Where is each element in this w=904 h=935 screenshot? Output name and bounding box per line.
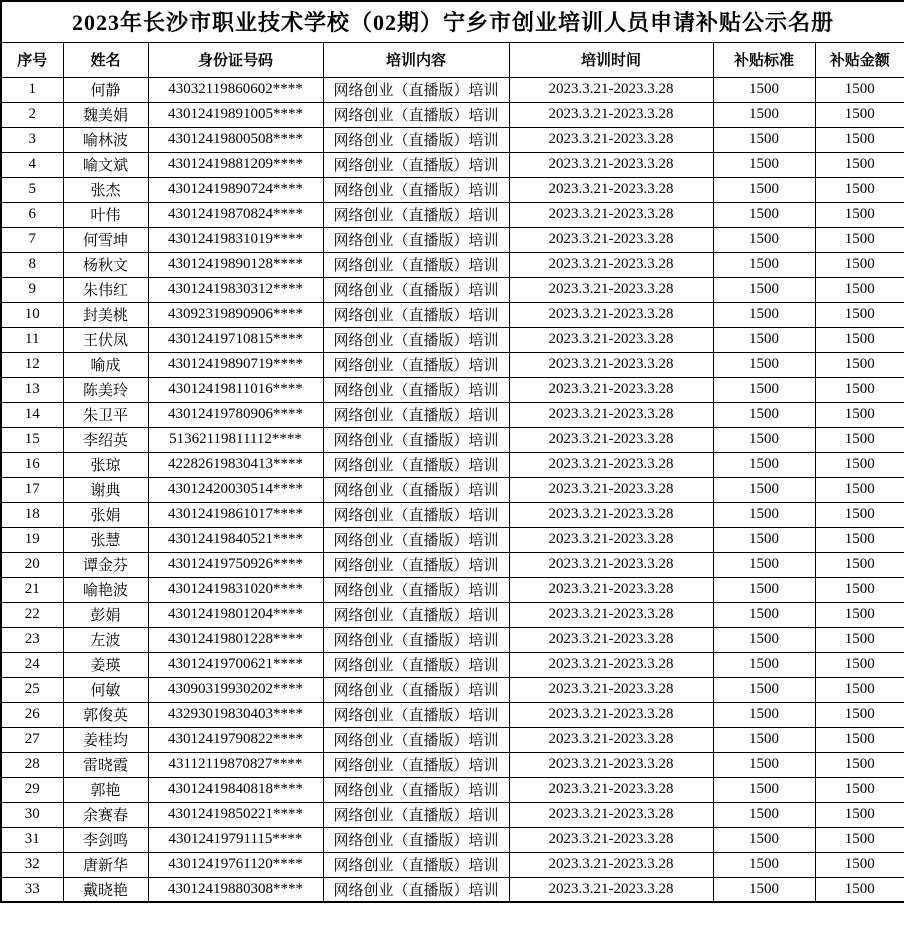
cell-training-time: 2023.3.21-2023.3.28 — [509, 427, 713, 452]
cell-training-content: 网络创业（直播版）培训 — [323, 727, 509, 752]
cell-subsidy-standard: 1500 — [713, 252, 815, 277]
cell-index: 6 — [1, 202, 63, 227]
cell-subsidy-amount: 1500 — [815, 177, 904, 202]
cell-subsidy-standard: 1500 — [713, 652, 815, 677]
cell-subsidy-amount: 1500 — [815, 327, 904, 352]
cell-name: 谢典 — [63, 477, 148, 502]
cell-name: 朱伟红 — [63, 277, 148, 302]
cell-training-time: 2023.3.21-2023.3.28 — [509, 177, 713, 202]
cell-subsidy-standard: 1500 — [713, 152, 815, 177]
cell-training-time: 2023.3.21-2023.3.28 — [509, 152, 713, 177]
table-row — [1, 552, 904, 577]
cell-id-number: 43012419891005**** — [148, 102, 323, 127]
cell-training-time: 2023.3.21-2023.3.28 — [509, 577, 713, 602]
cell-name: 张琼 — [63, 452, 148, 477]
cell-training-time: 2023.3.21-2023.3.28 — [509, 252, 713, 277]
cell-subsidy-standard: 1500 — [713, 377, 815, 402]
cell-name: 谭金芬 — [63, 552, 148, 577]
cell-id-number: 43012419831020**** — [148, 577, 323, 602]
cell-id-number: 43012419761120**** — [148, 852, 323, 877]
table-row — [1, 427, 904, 452]
cell-subsidy-amount: 1500 — [815, 77, 904, 102]
cell-subsidy-standard: 1500 — [713, 427, 815, 452]
cell-training-time: 2023.3.21-2023.3.28 — [509, 752, 713, 777]
cell-training-content: 网络创业（直播版）培训 — [323, 477, 509, 502]
cell-subsidy-standard: 1500 — [713, 177, 815, 202]
table-row — [1, 727, 904, 752]
cell-index: 21 — [1, 577, 63, 602]
cell-name: 叶伟 — [63, 202, 148, 227]
cell-subsidy-amount: 1500 — [815, 802, 904, 827]
cell-index: 28 — [1, 752, 63, 777]
cell-subsidy-standard: 1500 — [713, 852, 815, 877]
cell-id-number: 43012419881209**** — [148, 152, 323, 177]
cell-training-time: 2023.3.21-2023.3.28 — [509, 102, 713, 127]
cell-index: 9 — [1, 277, 63, 302]
cell-id-number: 43012419801228**** — [148, 627, 323, 652]
cell-id-number: 43012420030514**** — [148, 477, 323, 502]
cell-id-number: 43012419831019**** — [148, 227, 323, 252]
cell-index: 19 — [1, 527, 63, 552]
cell-index: 29 — [1, 777, 63, 802]
cell-subsidy-amount: 1500 — [815, 552, 904, 577]
cell-index: 14 — [1, 402, 63, 427]
table-row — [1, 477, 904, 502]
cell-id-number: 43012419791115**** — [148, 827, 323, 852]
cell-training-time: 2023.3.21-2023.3.28 — [509, 827, 713, 852]
cell-name: 郭艳 — [63, 777, 148, 802]
cell-id-number: 43012419890128**** — [148, 252, 323, 277]
column-header-name: 姓名 — [63, 42, 148, 77]
cell-id-number: 43112119870827**** — [148, 752, 323, 777]
cell-subsidy-amount: 1500 — [815, 202, 904, 227]
cell-training-time: 2023.3.21-2023.3.28 — [509, 277, 713, 302]
cell-training-content: 网络创业（直播版）培训 — [323, 702, 509, 727]
cell-index: 30 — [1, 802, 63, 827]
cell-training-content: 网络创业（直播版）培训 — [323, 252, 509, 277]
cell-subsidy-standard: 1500 — [713, 752, 815, 777]
cell-training-content: 网络创业（直播版）培训 — [323, 652, 509, 677]
table-row — [1, 227, 904, 252]
cell-name: 喻艳波 — [63, 577, 148, 602]
cell-subsidy-standard: 1500 — [713, 627, 815, 652]
table-row — [1, 802, 904, 827]
cell-subsidy-amount: 1500 — [815, 702, 904, 727]
cell-subsidy-standard: 1500 — [713, 577, 815, 602]
table-row — [1, 777, 904, 802]
cell-id-number: 43012419811016**** — [148, 377, 323, 402]
cell-training-content: 网络创业（直播版）培训 — [323, 277, 509, 302]
table-row — [1, 177, 904, 202]
cell-training-content: 网络创业（直播版）培训 — [323, 177, 509, 202]
cell-training-content: 网络创业（直播版）培训 — [323, 677, 509, 702]
cell-id-number: 43012419790822**** — [148, 727, 323, 752]
cell-index: 27 — [1, 727, 63, 752]
cell-training-time: 2023.3.21-2023.3.28 — [509, 202, 713, 227]
cell-subsidy-amount: 1500 — [815, 727, 904, 752]
cell-name: 彭娟 — [63, 602, 148, 627]
cell-index: 17 — [1, 477, 63, 502]
cell-subsidy-standard: 1500 — [713, 802, 815, 827]
cell-id-number: 43012419801204**** — [148, 602, 323, 627]
cell-training-time: 2023.3.21-2023.3.28 — [509, 727, 713, 752]
cell-subsidy-amount: 1500 — [815, 777, 904, 802]
cell-name: 姜桂均 — [63, 727, 148, 752]
cell-id-number: 43012419840521**** — [148, 527, 323, 552]
cell-training-content: 网络创业（直播版）培训 — [323, 802, 509, 827]
cell-index: 10 — [1, 302, 63, 327]
cell-subsidy-amount: 1500 — [815, 652, 904, 677]
cell-training-content: 网络创业（直播版）培训 — [323, 877, 509, 902]
column-header-id-number: 身份证号码 — [148, 42, 323, 77]
cell-index: 24 — [1, 652, 63, 677]
cell-subsidy-standard: 1500 — [713, 277, 815, 302]
title-row — [1, 1, 904, 42]
cell-subsidy-amount: 1500 — [815, 152, 904, 177]
cell-id-number: 43090319930202**** — [148, 677, 323, 702]
cell-training-time: 2023.3.21-2023.3.28 — [509, 652, 713, 677]
cell-id-number: 43012419880308**** — [148, 877, 323, 902]
cell-training-content: 网络创业（直播版）培训 — [323, 102, 509, 127]
cell-subsidy-amount: 1500 — [815, 127, 904, 152]
cell-id-number: 43012419780906**** — [148, 402, 323, 427]
table-row — [1, 502, 904, 527]
cell-subsidy-amount: 1500 — [815, 577, 904, 602]
cell-subsidy-standard: 1500 — [713, 602, 815, 627]
cell-index: 20 — [1, 552, 63, 577]
cell-training-content: 网络创业（直播版）培训 — [323, 527, 509, 552]
cell-training-content: 网络创业（直播版）培训 — [323, 452, 509, 477]
cell-training-time: 2023.3.21-2023.3.28 — [509, 602, 713, 627]
cell-index: 2 — [1, 102, 63, 127]
cell-id-number: 43293019830403**** — [148, 702, 323, 727]
cell-index: 1 — [1, 77, 63, 102]
cell-name: 姜瑛 — [63, 652, 148, 677]
cell-training-content: 网络创业（直播版）培训 — [323, 427, 509, 452]
table-row — [1, 752, 904, 777]
table-header-row — [1, 42, 904, 77]
cell-name: 何静 — [63, 77, 148, 102]
cell-training-content: 网络创业（直播版）培训 — [323, 327, 509, 352]
column-header-training-content: 培训内容 — [323, 42, 509, 77]
cell-index: 4 — [1, 152, 63, 177]
cell-name: 喻文斌 — [63, 152, 148, 177]
cell-name: 王伏凤 — [63, 327, 148, 352]
cell-name: 戴晓艳 — [63, 877, 148, 902]
cell-training-time: 2023.3.21-2023.3.28 — [509, 777, 713, 802]
table-row — [1, 827, 904, 852]
cell-subsidy-standard: 1500 — [713, 677, 815, 702]
cell-subsidy-amount: 1500 — [815, 877, 904, 902]
cell-training-content: 网络创业（直播版）培训 — [323, 752, 509, 777]
cell-training-time: 2023.3.21-2023.3.28 — [509, 802, 713, 827]
table-row — [1, 877, 904, 902]
cell-index: 18 — [1, 502, 63, 527]
cell-name: 封美桃 — [63, 302, 148, 327]
cell-subsidy-amount: 1500 — [815, 277, 904, 302]
cell-name: 喻林波 — [63, 127, 148, 152]
cell-index: 15 — [1, 427, 63, 452]
table-row — [1, 152, 904, 177]
cell-id-number: 43012419710815**** — [148, 327, 323, 352]
cell-index: 32 — [1, 852, 63, 877]
cell-index: 26 — [1, 702, 63, 727]
cell-id-number: 43012419840818**** — [148, 777, 323, 802]
cell-name: 李剑鸣 — [63, 827, 148, 852]
cell-training-content: 网络创业（直播版）培训 — [323, 352, 509, 377]
cell-id-number: 43012419750926**** — [148, 552, 323, 577]
cell-training-time: 2023.3.21-2023.3.28 — [509, 227, 713, 252]
cell-name: 张杰 — [63, 177, 148, 202]
table-row — [1, 627, 904, 652]
cell-index: 12 — [1, 352, 63, 377]
cell-subsidy-amount: 1500 — [815, 352, 904, 377]
cell-training-content: 网络创业（直播版）培训 — [323, 577, 509, 602]
cell-subsidy-amount: 1500 — [815, 227, 904, 252]
cell-name: 陈美玲 — [63, 377, 148, 402]
cell-training-time: 2023.3.21-2023.3.28 — [509, 402, 713, 427]
cell-training-content: 网络创业（直播版）培训 — [323, 227, 509, 252]
cell-training-time: 2023.3.21-2023.3.28 — [509, 852, 713, 877]
cell-subsidy-standard: 1500 — [713, 327, 815, 352]
cell-name: 杨秋文 — [63, 252, 148, 277]
table-row — [1, 377, 904, 402]
cell-training-time: 2023.3.21-2023.3.28 — [509, 127, 713, 152]
cell-name: 郭俊英 — [63, 702, 148, 727]
cell-name: 何敏 — [63, 677, 148, 702]
cell-training-time: 2023.3.21-2023.3.28 — [509, 702, 713, 727]
cell-index: 3 — [1, 127, 63, 152]
cell-name: 张慧 — [63, 527, 148, 552]
cell-subsidy-amount: 1500 — [815, 752, 904, 777]
cell-training-time: 2023.3.21-2023.3.28 — [509, 877, 713, 902]
cell-subsidy-standard: 1500 — [713, 77, 815, 102]
cell-index: 16 — [1, 452, 63, 477]
cell-subsidy-amount: 1500 — [815, 527, 904, 552]
cell-name: 李绍英 — [63, 427, 148, 452]
cell-training-time: 2023.3.21-2023.3.28 — [509, 677, 713, 702]
cell-name: 何雪坤 — [63, 227, 148, 252]
cell-subsidy-amount: 1500 — [815, 477, 904, 502]
cell-training-content: 网络创业（直播版）培训 — [323, 552, 509, 577]
cell-subsidy-amount: 1500 — [815, 502, 904, 527]
cell-index: 8 — [1, 252, 63, 277]
cell-training-time: 2023.3.21-2023.3.28 — [509, 527, 713, 552]
cell-training-content: 网络创业（直播版）培训 — [323, 777, 509, 802]
cell-id-number: 43032119860602**** — [148, 77, 323, 102]
cell-name: 余赛春 — [63, 802, 148, 827]
cell-index: 22 — [1, 602, 63, 627]
cell-subsidy-standard: 1500 — [713, 302, 815, 327]
cell-id-number: 43092319890906**** — [148, 302, 323, 327]
cell-training-time: 2023.3.21-2023.3.28 — [509, 477, 713, 502]
cell-training-time: 2023.3.21-2023.3.28 — [509, 452, 713, 477]
column-header-subsidy-amount: 补贴金额 — [815, 42, 904, 77]
cell-subsidy-standard: 1500 — [713, 452, 815, 477]
cell-subsidy-standard: 1500 — [713, 227, 815, 252]
cell-id-number: 43012419800508**** — [148, 127, 323, 152]
cell-name: 雷晓霞 — [63, 752, 148, 777]
cell-index: 11 — [1, 327, 63, 352]
table-row — [1, 577, 904, 602]
cell-training-time: 2023.3.21-2023.3.28 — [509, 352, 713, 377]
cell-id-number: 43012419890719**** — [148, 352, 323, 377]
cell-subsidy-standard: 1500 — [713, 477, 815, 502]
cell-name: 唐新华 — [63, 852, 148, 877]
cell-id-number: 43012419700621**** — [148, 652, 323, 677]
cell-name: 朱卫平 — [63, 402, 148, 427]
table-row — [1, 77, 904, 102]
cell-training-time: 2023.3.21-2023.3.28 — [509, 377, 713, 402]
cell-training-content: 网络创业（直播版）培训 — [323, 827, 509, 852]
cell-id-number: 42282619830413**** — [148, 452, 323, 477]
column-header-index: 序号 — [1, 42, 63, 77]
cell-subsidy-amount: 1500 — [815, 302, 904, 327]
cell-name: 张娟 — [63, 502, 148, 527]
cell-name: 左波 — [63, 627, 148, 652]
table-row — [1, 352, 904, 377]
cell-subsidy-standard: 1500 — [713, 877, 815, 902]
cell-subsidy-amount: 1500 — [815, 252, 904, 277]
cell-subsidy-standard: 1500 — [713, 402, 815, 427]
table-row — [1, 852, 904, 877]
cell-subsidy-standard: 1500 — [713, 827, 815, 852]
cell-subsidy-amount: 1500 — [815, 827, 904, 852]
cell-name: 魏美娟 — [63, 102, 148, 127]
cell-id-number: 43012419830312**** — [148, 277, 323, 302]
cell-id-number: 43012419861017**** — [148, 502, 323, 527]
cell-name: 喻成 — [63, 352, 148, 377]
cell-index: 13 — [1, 377, 63, 402]
cell-training-time: 2023.3.21-2023.3.28 — [509, 77, 713, 102]
cell-subsidy-amount: 1500 — [815, 852, 904, 877]
table-body — [1, 77, 904, 902]
table-row — [1, 702, 904, 727]
table-row — [1, 652, 904, 677]
cell-training-time: 2023.3.21-2023.3.28 — [509, 627, 713, 652]
table-row — [1, 252, 904, 277]
cell-subsidy-standard: 1500 — [713, 777, 815, 802]
column-header-subsidy-standard: 补贴标准 — [713, 42, 815, 77]
cell-subsidy-standard: 1500 — [713, 127, 815, 152]
cell-subsidy-amount: 1500 — [815, 452, 904, 477]
cell-id-number: 43012419850221**** — [148, 802, 323, 827]
cell-subsidy-amount: 1500 — [815, 402, 904, 427]
cell-subsidy-standard: 1500 — [713, 727, 815, 752]
cell-training-content: 网络创业（直播版）培训 — [323, 602, 509, 627]
table-row — [1, 102, 904, 127]
cell-index: 5 — [1, 177, 63, 202]
table-row — [1, 527, 904, 552]
cell-training-content: 网络创业（直播版）培训 — [323, 627, 509, 652]
cell-index: 7 — [1, 227, 63, 252]
cell-subsidy-amount: 1500 — [815, 627, 904, 652]
page-title: 2023年长沙市职业技术学校（02期）宁乡市创业培训人员申请补贴公示名册 — [1, 1, 904, 42]
cell-subsidy-amount: 1500 — [815, 427, 904, 452]
table-row — [1, 327, 904, 352]
cell-id-number: 43012419890724**** — [148, 177, 323, 202]
cell-id-number: 43012419870824**** — [148, 202, 323, 227]
cell-subsidy-standard: 1500 — [713, 352, 815, 377]
cell-subsidy-amount: 1500 — [815, 677, 904, 702]
cell-training-time: 2023.3.21-2023.3.28 — [509, 327, 713, 352]
column-header-training-time: 培训时间 — [509, 42, 713, 77]
cell-subsidy-amount: 1500 — [815, 602, 904, 627]
table-row — [1, 402, 904, 427]
cell-subsidy-standard: 1500 — [713, 702, 815, 727]
cell-training-content: 网络创业（直播版）培训 — [323, 402, 509, 427]
cell-subsidy-standard: 1500 — [713, 527, 815, 552]
cell-training-content: 网络创业（直播版）培训 — [323, 302, 509, 327]
cell-training-time: 2023.3.21-2023.3.28 — [509, 502, 713, 527]
cell-training-content: 网络创业（直播版）培训 — [323, 127, 509, 152]
cell-index: 23 — [1, 627, 63, 652]
cell-training-content: 网络创业（直播版）培训 — [323, 202, 509, 227]
cell-id-number: 51362119811112**** — [148, 427, 323, 452]
cell-subsidy-standard: 1500 — [713, 552, 815, 577]
cell-subsidy-standard: 1500 — [713, 502, 815, 527]
cell-subsidy-standard: 1500 — [713, 102, 815, 127]
table-row — [1, 602, 904, 627]
cell-training-time: 2023.3.21-2023.3.28 — [509, 302, 713, 327]
cell-index: 31 — [1, 827, 63, 852]
table-row — [1, 202, 904, 227]
cell-subsidy-amount: 1500 — [815, 377, 904, 402]
cell-training-content: 网络创业（直播版）培训 — [323, 377, 509, 402]
cell-training-time: 2023.3.21-2023.3.28 — [509, 552, 713, 577]
table-row — [1, 677, 904, 702]
cell-training-content: 网络创业（直播版）培训 — [323, 152, 509, 177]
cell-subsidy-standard: 1500 — [713, 202, 815, 227]
cell-subsidy-amount: 1500 — [815, 102, 904, 127]
table-row — [1, 277, 904, 302]
table-row — [1, 302, 904, 327]
cell-training-content: 网络创业（直播版）培训 — [323, 502, 509, 527]
cell-training-content: 网络创业（直播版）培训 — [323, 77, 509, 102]
cell-training-content: 网络创业（直播版）培训 — [323, 852, 509, 877]
cell-index: 25 — [1, 677, 63, 702]
cell-index: 33 — [1, 877, 63, 902]
table-row — [1, 452, 904, 477]
table-row — [1, 127, 904, 152]
